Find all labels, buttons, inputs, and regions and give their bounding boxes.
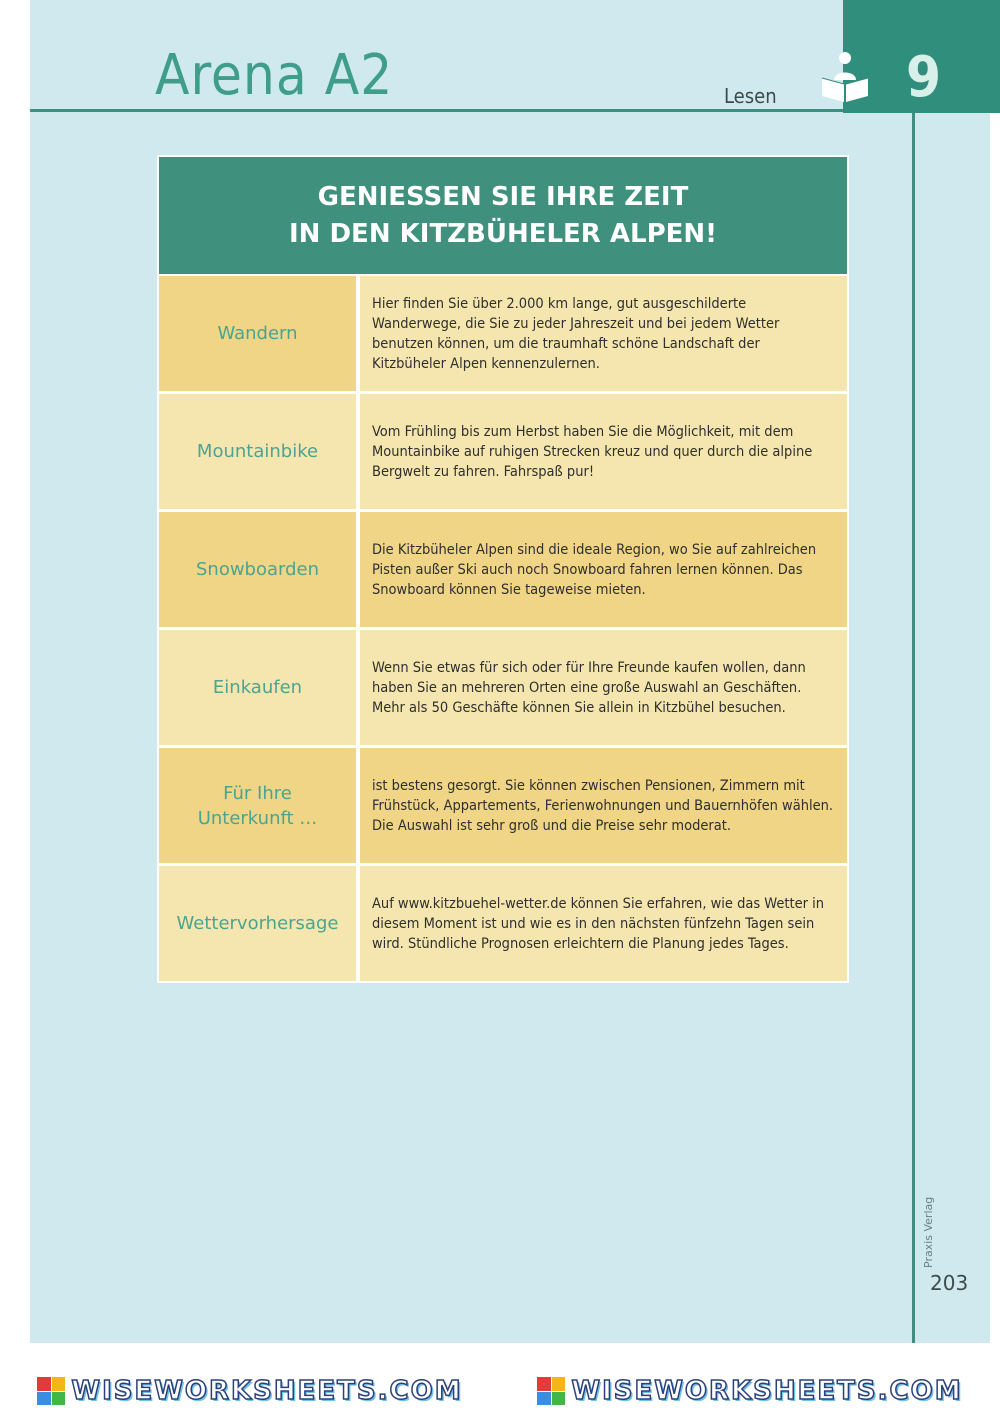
row-label: Wettervorhersage xyxy=(159,866,356,981)
margin-rule xyxy=(912,112,915,1343)
unit-number: 9 xyxy=(906,45,942,110)
table-row xyxy=(159,512,847,627)
row-text: Wenn Sie etwas für sich oder für Ihre Freunde kaufen wollen, dann haben Sie an mehreren Orten eine große Auswahl an Geschäften. Mehr als 50 Geschäfte können Sie allein in Kitzbühel besuchen. xyxy=(360,630,847,745)
table-row xyxy=(159,394,847,509)
row-text: Die Kitzbüheler Alpen sind die ideale Region, wo Sie auf zahlreichen Pisten außer Ski auch noch Snowboard fahren lernen können. Das Snowboard können Sie tageweise mieten. xyxy=(360,512,847,627)
table-row xyxy=(159,630,847,745)
watermark-item xyxy=(537,1376,962,1406)
watermark-banner xyxy=(0,1369,1000,1413)
row-text: ist bestens gesorgt. Sie können zwischen Pensionen, Zimmern mit Frühstück, Appartements, Ferienwohnungen und Bauernhöfen wählen. Die Auswahl ist sehr groß und die Preise sehr moderat. xyxy=(360,748,847,863)
info-card xyxy=(157,155,849,983)
watermark-item xyxy=(37,1376,462,1406)
row-label: Einkaufen xyxy=(159,630,356,745)
table-row xyxy=(159,866,847,981)
row-label: Snowboarden xyxy=(159,512,356,627)
wiseworksheets-logo-icon xyxy=(537,1377,565,1405)
row-label: Wandern xyxy=(159,276,356,391)
page-number: 203 xyxy=(930,1271,969,1295)
publisher-credit: Praxis Verlag xyxy=(922,1196,935,1268)
row-text: Auf www.kitzbuehel-wetter.de können Sie erfahren, wie das Wetter in diesem Moment ist und wie es in den nächsten fünfzehn Tagen sein wird. Stündliche Prognosen erleichtern die Planung jedes Tages. xyxy=(360,866,847,981)
table-row xyxy=(159,276,847,391)
card-header xyxy=(159,157,847,274)
row-text: Vom Frühling bis zum Herbst haben Sie die Möglichkeit, mit dem Mountainbike auf ruhigen Strecken kreuz und quer durch die alpine Bergwelt zu fahren. Fahrspaß pur! xyxy=(360,394,847,509)
row-text: Hier finden Sie über 2.000 km lange, gut ausgeschilderte Wanderwege, die Sie zu jeder Jahreszeit und bei jedem Wetter benutzen können, um die traumhaft schöne Landschaft der Kitzbüheler Alpen kennenzulernen. xyxy=(360,276,847,391)
card-title-line-1: GENIESSEN SIE IHRE ZEIT xyxy=(317,181,689,212)
card-title-line-2: IN DEN KITZBÜHELER ALPEN! xyxy=(288,218,718,249)
book-title: Arena A2 xyxy=(155,43,394,108)
watermark-text: WISEWORKSHEETS.COM xyxy=(71,1376,463,1406)
row-label: Für Ihre Unterkunft … xyxy=(159,748,356,863)
section-label: Lesen xyxy=(724,84,777,108)
header-divider xyxy=(30,109,843,112)
book-reading-icon xyxy=(820,50,870,104)
watermark-text: WISEWORKSHEETS.COM xyxy=(571,1376,963,1406)
table-row xyxy=(159,748,847,863)
row-label: Mountainbike xyxy=(159,394,356,509)
wiseworksheets-logo-icon xyxy=(37,1377,65,1405)
